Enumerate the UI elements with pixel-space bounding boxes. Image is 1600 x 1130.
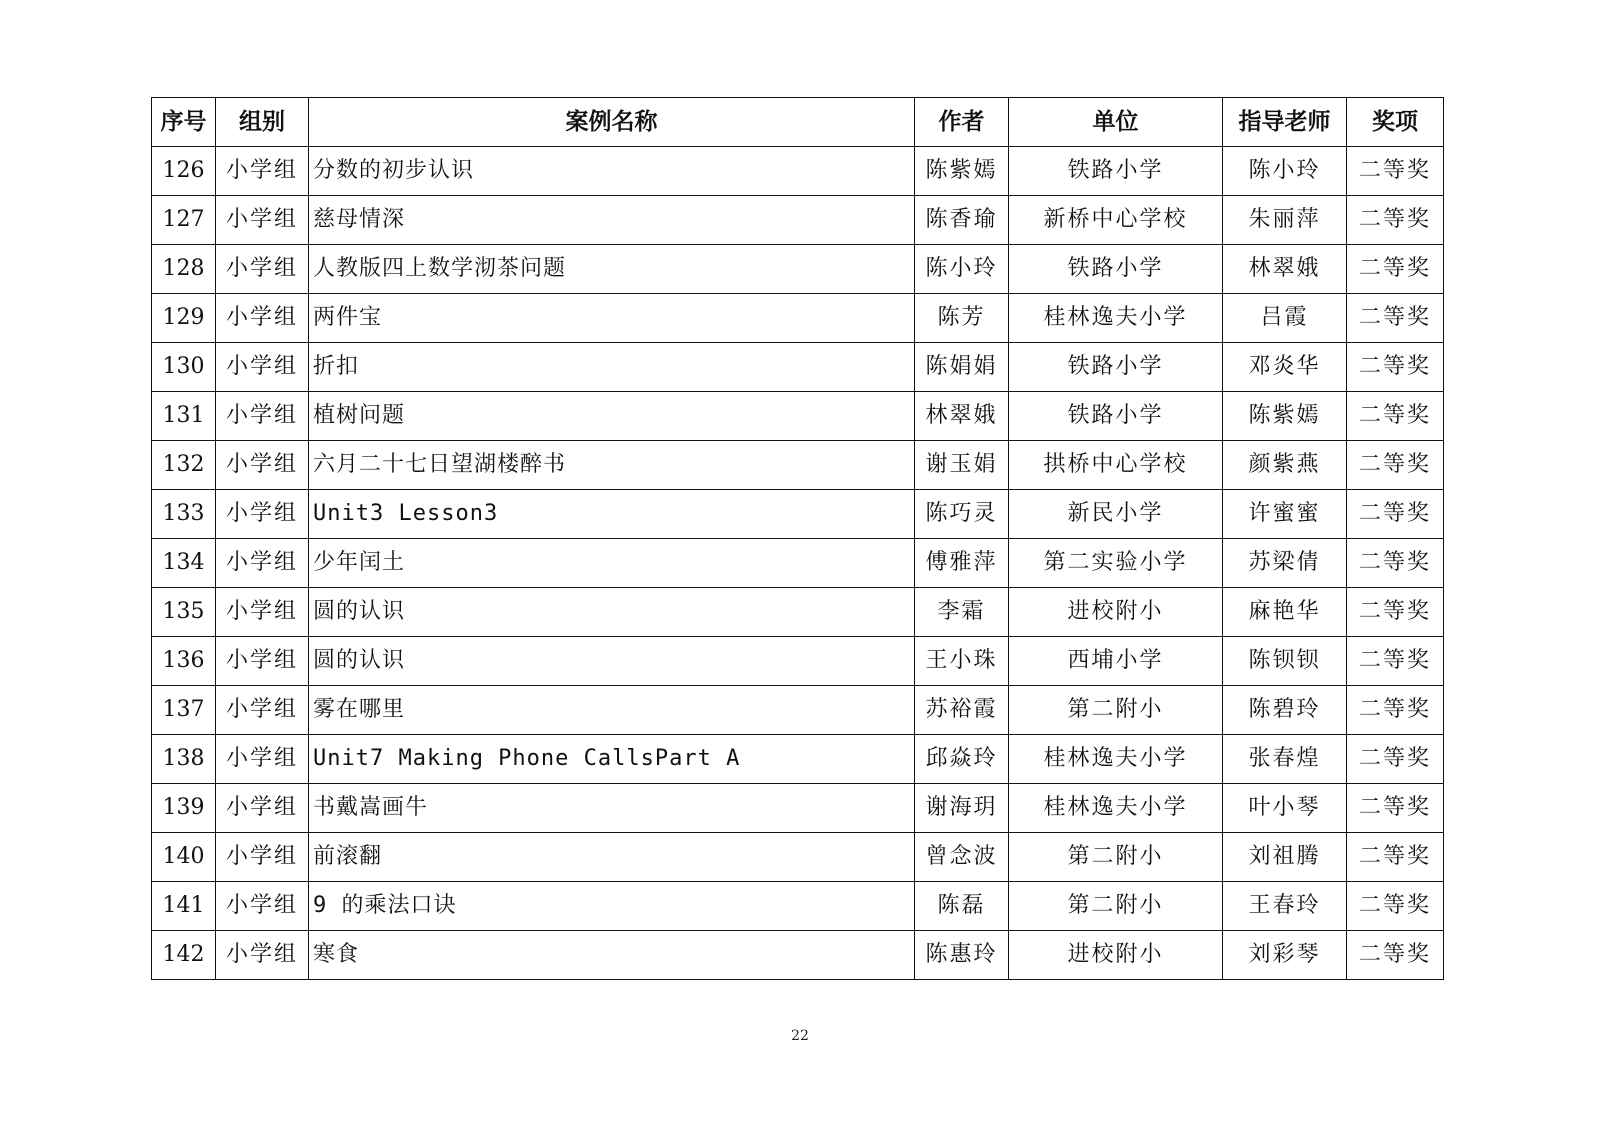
- cell-title: 分数的初步认识: [309, 147, 915, 196]
- cell-group: 小学组: [216, 490, 309, 539]
- cell-author: 陈娟娟: [915, 343, 1009, 392]
- header-title: 案例名称: [309, 98, 915, 147]
- cell-title: 寒食: [309, 931, 915, 980]
- cell-title: 慈母情深: [309, 196, 915, 245]
- cell-title: 植树问题: [309, 392, 915, 441]
- cell-title: 圆的认识: [309, 588, 915, 637]
- cell-unit: 铁路小学: [1009, 343, 1223, 392]
- cell-advisor: 苏梁倩: [1223, 539, 1347, 588]
- cell-author: 陈香瑜: [915, 196, 1009, 245]
- table-row: [152, 686, 1444, 735]
- cell-author: 陈巧灵: [915, 490, 1009, 539]
- cell-unit: 第二实验小学: [1009, 539, 1223, 588]
- cell-seq: 128: [152, 245, 216, 294]
- table-row: [152, 392, 1444, 441]
- cell-group: 小学组: [216, 147, 309, 196]
- cell-unit: 进校附小: [1009, 588, 1223, 637]
- cell-group: 小学组: [216, 735, 309, 784]
- cell-seq: 142: [152, 931, 216, 980]
- cell-title: 雾在哪里: [309, 686, 915, 735]
- cell-advisor: 麻艳华: [1223, 588, 1347, 637]
- cell-seq: 138: [152, 735, 216, 784]
- table-row: [152, 882, 1444, 931]
- cell-author: 苏裕霞: [915, 686, 1009, 735]
- cell-seq: 129: [152, 294, 216, 343]
- cell-advisor: 张春煌: [1223, 735, 1347, 784]
- cell-group: 小学组: [216, 882, 309, 931]
- table-row: [152, 833, 1444, 882]
- cell-advisor: 颜紫燕: [1223, 441, 1347, 490]
- cell-unit: 桂林逸夫小学: [1009, 294, 1223, 343]
- cell-award: 二等奖: [1347, 931, 1444, 980]
- cell-group: 小学组: [216, 686, 309, 735]
- cell-advisor: 刘彩琴: [1223, 931, 1347, 980]
- cell-unit: 第二附小: [1009, 882, 1223, 931]
- cell-seq: 133: [152, 490, 216, 539]
- header-unit: 单位: [1009, 98, 1223, 147]
- cell-seq: 137: [152, 686, 216, 735]
- cell-advisor: 林翠娥: [1223, 245, 1347, 294]
- table-row: [152, 637, 1444, 686]
- cell-award: 二等奖: [1347, 392, 1444, 441]
- cell-seq: 136: [152, 637, 216, 686]
- header-seq: 序号: [152, 98, 216, 147]
- awards-table: [151, 97, 1444, 980]
- cell-title: 前滚翻: [309, 833, 915, 882]
- cell-title: 六月二十七日望湖楼醉书: [309, 441, 915, 490]
- cell-unit: 铁路小学: [1009, 245, 1223, 294]
- cell-author: 谢玉娟: [915, 441, 1009, 490]
- cell-author: 李霜: [915, 588, 1009, 637]
- cell-author: 陈芳: [915, 294, 1009, 343]
- cell-group: 小学组: [216, 539, 309, 588]
- header-advisor: 指导老师: [1223, 98, 1347, 147]
- cell-advisor: 陈钡钡: [1223, 637, 1347, 686]
- table-body: [152, 147, 1444, 980]
- cell-title: 书戴嵩画牛: [309, 784, 915, 833]
- cell-advisor: 邓炎华: [1223, 343, 1347, 392]
- cell-group: 小学组: [216, 441, 309, 490]
- cell-group: 小学组: [216, 637, 309, 686]
- cell-seq: 126: [152, 147, 216, 196]
- cell-seq: 134: [152, 539, 216, 588]
- cell-award: 二等奖: [1347, 686, 1444, 735]
- table-header-row: [152, 98, 1444, 147]
- table-row: [152, 196, 1444, 245]
- cell-title: 折扣: [309, 343, 915, 392]
- cell-award: 二等奖: [1347, 441, 1444, 490]
- cell-seq: 140: [152, 833, 216, 882]
- cell-advisor: 王春玲: [1223, 882, 1347, 931]
- cell-author: 陈紫嫣: [915, 147, 1009, 196]
- cell-award: 二等奖: [1347, 490, 1444, 539]
- cell-title: 两件宝: [309, 294, 915, 343]
- cell-author: 王小珠: [915, 637, 1009, 686]
- cell-group: 小学组: [216, 294, 309, 343]
- cell-unit: 新民小学: [1009, 490, 1223, 539]
- cell-group: 小学组: [216, 245, 309, 294]
- cell-group: 小学组: [216, 343, 309, 392]
- cell-award: 二等奖: [1347, 735, 1444, 784]
- cell-group: 小学组: [216, 784, 309, 833]
- cell-advisor: 朱丽萍: [1223, 196, 1347, 245]
- header-award: 奖项: [1347, 98, 1444, 147]
- cell-unit: 铁路小学: [1009, 392, 1223, 441]
- cell-advisor: 陈碧玲: [1223, 686, 1347, 735]
- cell-unit: 第二附小: [1009, 686, 1223, 735]
- cell-unit: 桂林逸夫小学: [1009, 735, 1223, 784]
- header-group: 组别: [216, 98, 309, 147]
- cell-group: 小学组: [216, 196, 309, 245]
- cell-title: 圆的认识: [309, 637, 915, 686]
- table-row: [152, 490, 1444, 539]
- cell-group: 小学组: [216, 588, 309, 637]
- cell-advisor: 刘祖腾: [1223, 833, 1347, 882]
- cell-advisor: 叶小琴: [1223, 784, 1347, 833]
- cell-advisor: 许蜜蜜: [1223, 490, 1347, 539]
- cell-author: 陈惠玲: [915, 931, 1009, 980]
- cell-advisor: 吕霞: [1223, 294, 1347, 343]
- table-row: [152, 539, 1444, 588]
- cell-award: 二等奖: [1347, 196, 1444, 245]
- cell-award: 二等奖: [1347, 147, 1444, 196]
- cell-award: 二等奖: [1347, 343, 1444, 392]
- cell-author: 林翠娥: [915, 392, 1009, 441]
- cell-title: 9 的乘法口诀: [309, 882, 915, 931]
- cell-seq: 135: [152, 588, 216, 637]
- cell-author: 陈小玲: [915, 245, 1009, 294]
- cell-unit: 第二附小: [1009, 833, 1223, 882]
- table-row: [152, 588, 1444, 637]
- cell-group: 小学组: [216, 392, 309, 441]
- cell-seq: 132: [152, 441, 216, 490]
- table-row: [152, 147, 1444, 196]
- cell-award: 二等奖: [1347, 245, 1444, 294]
- cell-seq: 130: [152, 343, 216, 392]
- cell-advisor: 陈紫嫣: [1223, 392, 1347, 441]
- cell-award: 二等奖: [1347, 882, 1444, 931]
- cell-seq: 131: [152, 392, 216, 441]
- table-row: [152, 735, 1444, 784]
- cell-unit: 进校附小: [1009, 931, 1223, 980]
- cell-author: 傅雅萍: [915, 539, 1009, 588]
- cell-group: 小学组: [216, 931, 309, 980]
- cell-award: 二等奖: [1347, 294, 1444, 343]
- cell-title: Unit3 Lesson3: [309, 490, 915, 539]
- cell-award: 二等奖: [1347, 539, 1444, 588]
- cell-group: 小学组: [216, 833, 309, 882]
- cell-seq: 127: [152, 196, 216, 245]
- cell-author: 曾念波: [915, 833, 1009, 882]
- cell-author: 邱焱玲: [915, 735, 1009, 784]
- table-row: [152, 784, 1444, 833]
- cell-unit: 桂林逸夫小学: [1009, 784, 1223, 833]
- cell-seq: 141: [152, 882, 216, 931]
- table-row: [152, 245, 1444, 294]
- cell-title: 人教版四上数学沏茶问题: [309, 245, 915, 294]
- table-row: [152, 441, 1444, 490]
- cell-unit: 拱桥中心学校: [1009, 441, 1223, 490]
- cell-unit: 西埔小学: [1009, 637, 1223, 686]
- cell-unit: 铁路小学: [1009, 147, 1223, 196]
- cell-unit: 新桥中心学校: [1009, 196, 1223, 245]
- table-row: [152, 343, 1444, 392]
- cell-author: 谢海玥: [915, 784, 1009, 833]
- page-number: 22: [791, 1028, 809, 1044]
- table-row: [152, 294, 1444, 343]
- cell-award: 二等奖: [1347, 637, 1444, 686]
- cell-author: 陈磊: [915, 882, 1009, 931]
- cell-title: 少年闰土: [309, 539, 915, 588]
- cell-award: 二等奖: [1347, 833, 1444, 882]
- cell-seq: 139: [152, 784, 216, 833]
- header-author: 作者: [915, 98, 1009, 147]
- table-row: [152, 931, 1444, 980]
- cell-award: 二等奖: [1347, 588, 1444, 637]
- cell-title: Unit7 Making Phone CallsPart A: [309, 735, 915, 784]
- cell-award: 二等奖: [1347, 784, 1444, 833]
- cell-advisor: 陈小玲: [1223, 147, 1347, 196]
